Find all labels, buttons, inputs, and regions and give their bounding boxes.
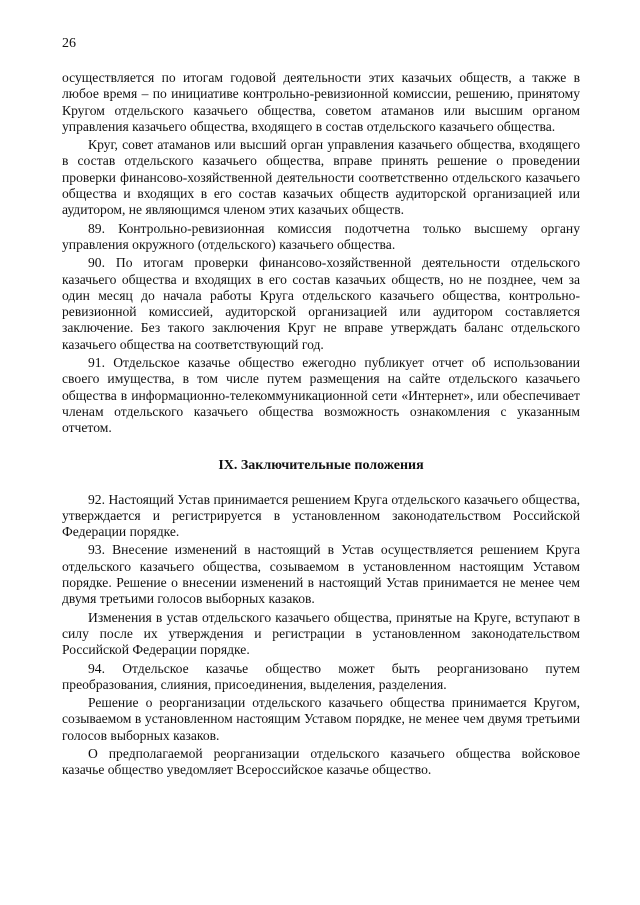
paragraph-92: 92. Настоящий Устав принимается решением Круга отдельского казачьего общества, утверждается и регистрируется в установленном законодательством Российской Федерации порядке. (62, 491, 580, 540)
paragraph-continuation: осуществляется по итогам годовой деятельности этих казачьих обществ, а также в любое время – по инициативе контрольно-ревизионной комиссии, решению, принятому Кругом отдельского казачьего общества, советом атаманов или высшим органом управления казачьего общества, входящего в состав отдельского казачьего общества. (62, 70, 580, 134)
paragraph-93: 93. Внесение изменений в настоящий в Устав осуществляется решением Круга отдельского казачьего общества, созываемом в установленном настоящим Уставом порядке. Решение о внесении изменений в настоящий Устав принимается не менее чем двумя третьими голосов выборных казаков. (62, 542, 580, 607)
paragraph-89: 89. Контрольно-ревизионная комиссия подотчетна только высшему органу управления окружного (отдельского) казачьего общества. (62, 220, 580, 252)
section-heading: IX. Заключительные положения (218, 457, 424, 473)
paragraph-94: 94. Отдельское казачье общество может быть реорганизовано путем преобразования, слияния, присоединения, выделения, разделения. (62, 660, 580, 692)
paragraph-amendments: Изменения в устав отдельского казачьего общества, принятые на Круге, вступают в силу после их утверждения и регистрации в установленном законодательством Российской Федерации порядке. (62, 609, 580, 658)
paragraph-audit-decision: Круг, совет атаманов или высший орган управления казачьего общества, входящего в состав отдельского казачьего общества, вправе принять решение о проведении проверки финансово-хозяйственной деятельности соответственно отдельского казачьего общества и входящих в его состав казачьих обществ аудиторской организацией или аудитором, не являющимся членом этих казачьих обществ. (62, 137, 580, 218)
document-body (62, 70, 580, 781)
paragraph-reorganization-notice: О предполагаемой реорганизации отдельского казачьего общества войсковое казачье общество уведомляет Всероссийское казачье общество. (62, 745, 580, 778)
paragraph-91: 91. Отдельское казачье общество ежегодно публикует отчет об использовании своего имущества, в том числе путем размещения на сайте отдельского казачьего общества в информационно-телекоммуникационной сети «Интернет», или обеспечивает членам отдельского казачьего общества возможность ознакомления с указанным отчетом. (62, 355, 580, 436)
paragraph-reorganization-decision: Решение о реорганизации отдельского казачьего общества принимается Кругом, созываемом в установленном настоящим Уставом порядке, не менее чем двумя третьими голосов выборных казаков. (62, 695, 580, 743)
paragraph-90: 90. По итогам проверки финансово-хозяйственной деятельности отдельского казачьего общества и входящих в его состав казачьих обществ, но не позднее, чем за один месяц до начала работы Круга отдельского казачьего общества, контрольно-ревизионной комиссией, аудиторской организацией или аудитором составляется заключение. Без такого заключения Круг не вправе утверждать баланс отдельского казачьего общества на соответствующий год. (62, 255, 580, 352)
page-number: 26 (62, 36, 76, 51)
